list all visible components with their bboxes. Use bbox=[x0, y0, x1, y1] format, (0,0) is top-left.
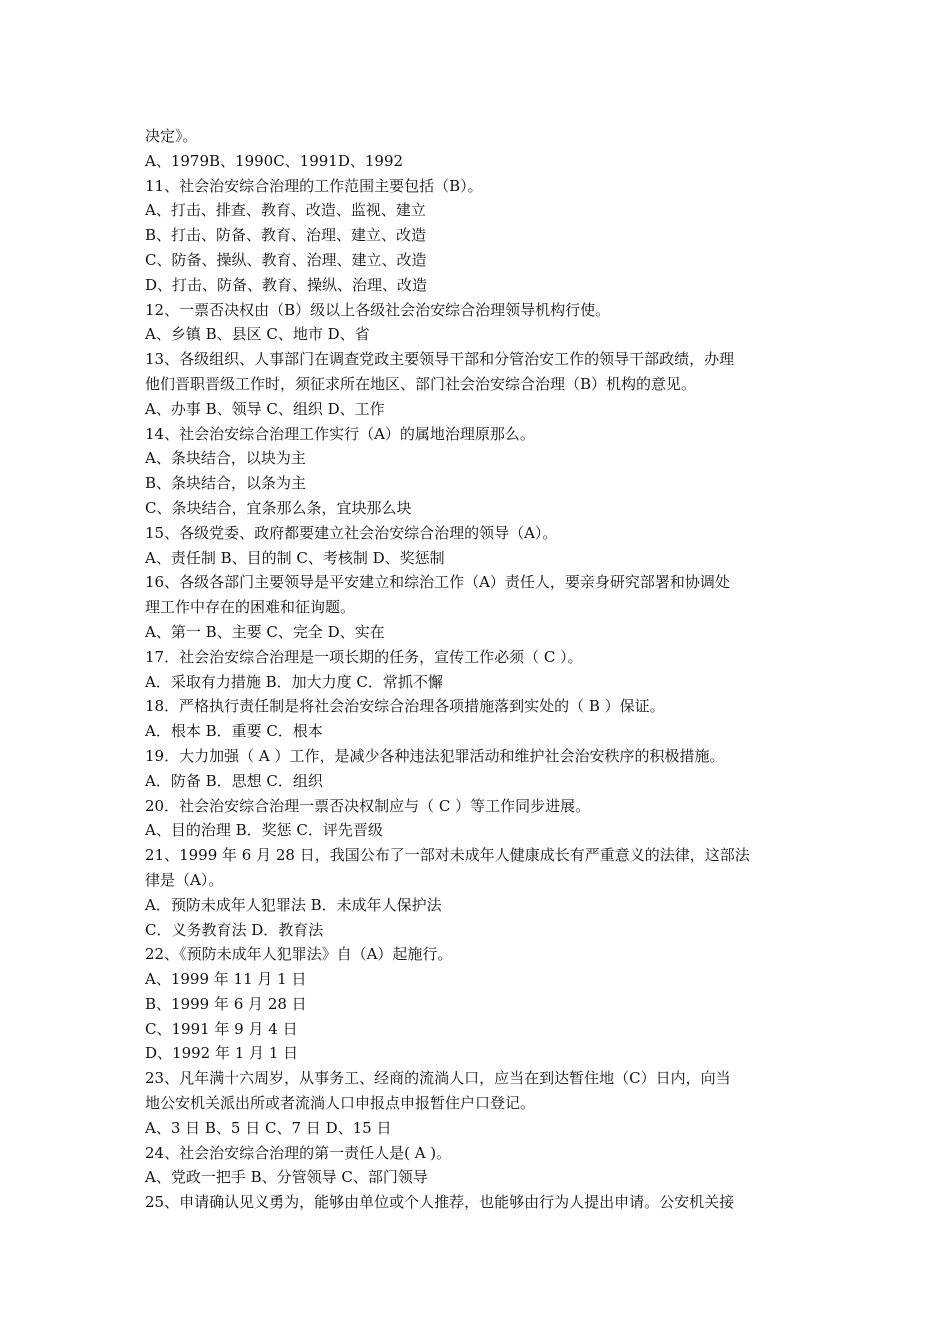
document-body bbox=[145, 124, 810, 1215]
text-line: 16、各级各部门主要领导是平安建立和综治工作（A）责任人，要亲身研究部署和协调处 bbox=[145, 573, 730, 592]
text-line: 15、各级党委、政府都要建立社会治安综合治理的领导（A）。 bbox=[145, 523, 558, 542]
text-line: A、打击、排查、教育、改造、监视、建立 bbox=[145, 201, 426, 220]
text-line: C、防备、操纵、教育、治理、建立、改造 bbox=[145, 250, 427, 269]
text-line: 他们晋职晋级工作时，须征求所在地区、部门社会治安综合治理（B）机构的意见。 bbox=[145, 374, 697, 393]
text-line: 理工作中存在的困难和征询题。 bbox=[145, 598, 356, 617]
text-line: 17．社会治安综合治理是一项长期的任务，宣传工作必须（ C ）。 bbox=[145, 647, 583, 666]
text-line: A、第一 B、主要 C、完全 D、实在 bbox=[145, 622, 385, 641]
text-line: 19．大力加强（ A ）工作，是减少各种违法犯罪活动和维护社会治安秩序的积极措施。 bbox=[145, 746, 725, 765]
text-line: A、1999 年 11 月 1 日 bbox=[145, 970, 307, 989]
text-line: A、目的治理 B．奖惩 C．评先晋级 bbox=[145, 821, 383, 840]
text-line: 18．严格执行责任制是将社会治安综合治理各项措施落到实处的（ B ）保证。 bbox=[145, 697, 665, 716]
text-line: 律是（A）。 bbox=[145, 870, 224, 889]
text-line: A、乡镇 B、县区 C、地市 D、省 bbox=[145, 325, 370, 344]
text-line: C．义务教育法 D．教育法 bbox=[145, 920, 324, 939]
text-line: A、办事 B、领导 C、组织 D、工作 bbox=[145, 399, 385, 418]
text-line: B、1999 年 6 月 28 日 bbox=[145, 994, 307, 1013]
text-line: A、党政一把手 B、分管领导 C、部门领导 bbox=[145, 1168, 428, 1187]
text-line: 14、社会治安综合治理工作实行（A）的属地治理原那么。 bbox=[145, 424, 535, 443]
text-line: 决定》。 bbox=[145, 127, 198, 145]
text-line: 25、申请确认见义勇为，能够由单位或个人推荐，也能够由行为人提出申请。公安机关接 bbox=[145, 1193, 735, 1212]
text-line: A．采取有力措施 B．加大力度 C．常抓不懈 bbox=[145, 672, 443, 691]
text-line: A、3 日 B、5 日 C、7 日 D、15 日 bbox=[145, 1118, 392, 1137]
text-line: D、1992 年 1 月 1 日 bbox=[145, 1044, 299, 1063]
text-line: 20．社会治安综合治理一票否决权制应与（ C ）等工作同步进展。 bbox=[145, 796, 591, 815]
text-line: B、条块结合，以条为主 bbox=[145, 474, 307, 493]
text-line: C、条块结合，宜条那么条，宜块那么块 bbox=[145, 498, 412, 517]
text-line: C、1991 年 9 月 4 日 bbox=[145, 1019, 298, 1038]
text-line: A．预防未成年人犯罪法 B．未成年人保护法 bbox=[145, 895, 442, 914]
text-line: A、责任制 B、目的制 C、考核制 D、奖惩制 bbox=[145, 548, 445, 567]
text-line: 11、社会治安综合治理的工作范围主要包括（B）。 bbox=[145, 176, 483, 195]
text-line: 地公安机关派出所或者流淌人口申报点申报暂住户口登记。 bbox=[145, 1094, 536, 1113]
text-line: B、打击、防备、教育、治理、建立、改造 bbox=[145, 226, 427, 245]
text-line: A．根本 B．重要 C．根本 bbox=[145, 722, 323, 741]
text-line: 12、一票否决权由（B）级以上各级社会治安综合治理领导机构行使。 bbox=[145, 300, 611, 319]
text-line: 22、《预防未成年人犯罪法》自（A）起施行。 bbox=[145, 945, 453, 964]
text-line: A、1979B、1990C、1991D、1992 bbox=[145, 151, 404, 170]
text-line: A、条块结合，以块为主 bbox=[145, 449, 306, 468]
text-line: 24、社会治安综合治理的第一责任人是( A )。 bbox=[145, 1143, 452, 1162]
text-line: A．防备 B．思想 C．组织 bbox=[145, 771, 323, 790]
text-line: 21、1999 年 6 月 28 日，我国公布了一部对未成年人健康成长有严重意义的法律，这部法 bbox=[145, 846, 750, 865]
text-line: 23、凡年满十六周岁，从事务工、经商的流淌人口，应当在到达暂住地（C）日内，向当 bbox=[145, 1069, 731, 1088]
text-line: D、打击、防备、教育、操纵、治理、改造 bbox=[145, 275, 428, 294]
text-line: 13、各级组织、人事部门在调查党政主要领导干部和分管治安工作的领导干部政绩，办理 bbox=[145, 350, 735, 369]
